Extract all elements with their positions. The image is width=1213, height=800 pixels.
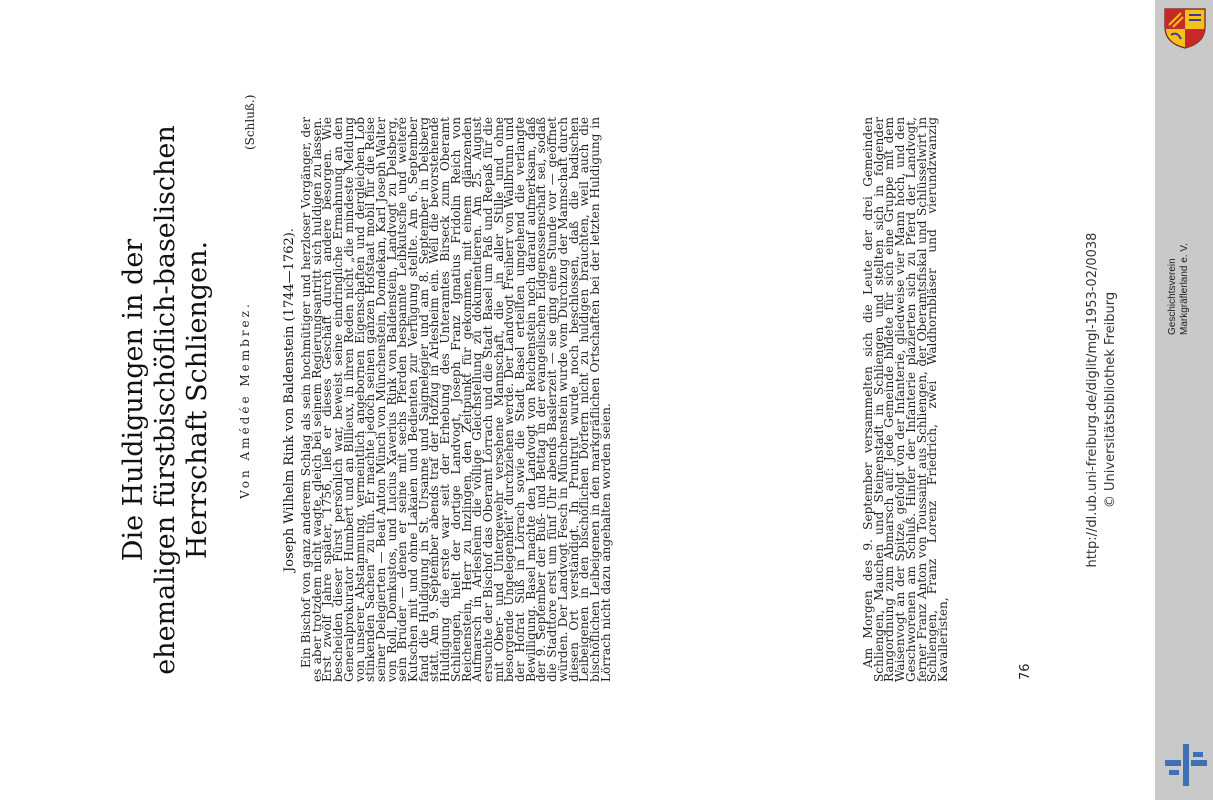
coat-of-arms-icon <box>1161 7 1209 49</box>
body-paragraph <box>863 117 1013 682</box>
library-logo-icon <box>1163 742 1209 788</box>
paragraph-text: Ein Bischof von ganz anderem Schlag als sein hochmütiger und herzloser Vorgänger, der es aber trotzdem nicht wagte, gleich bei seinem Regierungsantritt sich huldigen zu lassen. Erst zwölf Jahre später, 1756, ließ er dieses Geschäft durch andere besorgen. Wie bescheiden dieser Fürst persönlich war, beweist seine eindringliche Ermahnung an den Generalprokurator Humbert und an Billieux, in ihren Reden nicht „die mindeste Meldung von unserer Abstammung, vermeintlich angebornen Eigenschaften und dergleichen Lob stinkenden Sachen“ zu tun. Er machte jedoch seinen ganzen Hofstaat mobil für die Reise seiner Delegierten — Beat Anton Münch von Münchenstein, Domdekan, Karl Joseph Walter von Roll, Domkustos, und Lucius Xaverius Rink von Baldenstein, Landvogt zu Delsberg, sein Bruder — denen er seine mit sechs Pferden bespannte Leibkutsche und weitere Kutschen mit und ohne Lakaien und Bedienten zur Verfügung stellte. Am 6. September fand die Huldigung in St. Ursanne und Saignelégier und am 8. September in Delsberg statt. Am 9. September abends traf der Hofzug in Arlesheim ein. Weil die bevorstehende Huldigung die erste war seit der Erhebung des Unteramtes Birseck zum Oberamt Schliengen, hielt der dortige Landvogt, Joseph Franz Ignatius Fridolin Reich von Reichenstein, Herr zu Inzlingen, den Zeitpunkt für gekommen, mit einem glänzenden Aufmarsch in Arlesheim die völlige Gleichstellung zu dokumentieren. Am 25. August ersuchte der Bischof das Oberamt Lörrach und die Stadt Basel um Paß und Repaß für die mit Ober- und Untergewehr versehene Mannschaft, die „in aller Stille und ohne besorgende Ungelegenheit“ durchziehen werde. Der Landvogt Freiherr von Wallbrunn und der Hofrat Süß in Lörrach sowie die Stadt Basel erteilten umgehend die verlangte Bewilligung. Basel machte den Landvogt von Reichenstein noch darauf aufmerksam, daß der 9. September der Buß- und Bettag in der evangelischen Eidgenossenschaft sei, sodaß die Stadttore erst um fünf Uhr abends Baslerzeit — sie ging eine Stunde vor — geöffnet würden. Der Landvogt Fesch in Münchenstein wurde vom Durchzug der Mannschaft durch diesen Ort verständigt. In Pruntrut wurde noch beschlossen, daß die badischen Leibeigenen in den bischöflichen Dörfern nicht zu huldigen brauchten, weil auch die bischöflichen Leibeigenen in den markgräflichen Ortschaften bei der letzten Huldigung in Lörrach nicht dazu angehalten worden seien. <box>299 117 613 682</box>
society-line: Markgräflerland e. V. <box>1179 243 1190 335</box>
page-number: 76 <box>1018 663 1033 680</box>
title-line: Herrschaft Schliengen. <box>182 240 213 560</box>
copyright-notice: © Universitätsbibliothek Freiburg <box>1103 291 1118 509</box>
article-author: Von Amédée Membrez. <box>238 301 252 499</box>
section-heading: Joseph Wilhelm Rink von Baldenstein (1744—1762). <box>282 228 297 572</box>
permalink-url[interactable]: http://dl.ub.uni-freiburg.de/diglit/mgl-1953-02/0038 <box>1085 232 1100 568</box>
title-line: Die Huldigungen in der <box>118 238 149 562</box>
body-paragraph <box>301 117 857 682</box>
title-line: ehemaligen fürstbischöflich-baselischen <box>150 125 181 675</box>
society-line: Geschichtsverein <box>1167 258 1178 335</box>
article-title <box>118 100 214 700</box>
society-name <box>1167 75 1207 335</box>
paragraph-text: Am Morgen des 9. September versammelten sich die Leute der drei Gemeinden Schliengen, Mauchen und Steinenstadt in Schliengen und stellten sich in folgender Rangordnung zum Abmarsch auf: Jede Gemeinde bildete für sich eine Gruppe mit dem Waisenvogt an der Spitze, gefolgt von der Infanterie, gliedweise vier Mann hoch, und den Geschworenen am Schluß. Hinter der Infanterie plazierten sich zu Pferd der Landvogt, ferner Franz Anton von Toussaint aus Schliengen, der Oberamtsfiskal und Schlüsselwirt in Schliengen, Franz Lorenz Friedrich, zwei Waldhornbläser und vierundzwanzig Kavalleristen, <box>861 117 950 682</box>
continuation-note: (Schluß.) <box>243 94 257 150</box>
